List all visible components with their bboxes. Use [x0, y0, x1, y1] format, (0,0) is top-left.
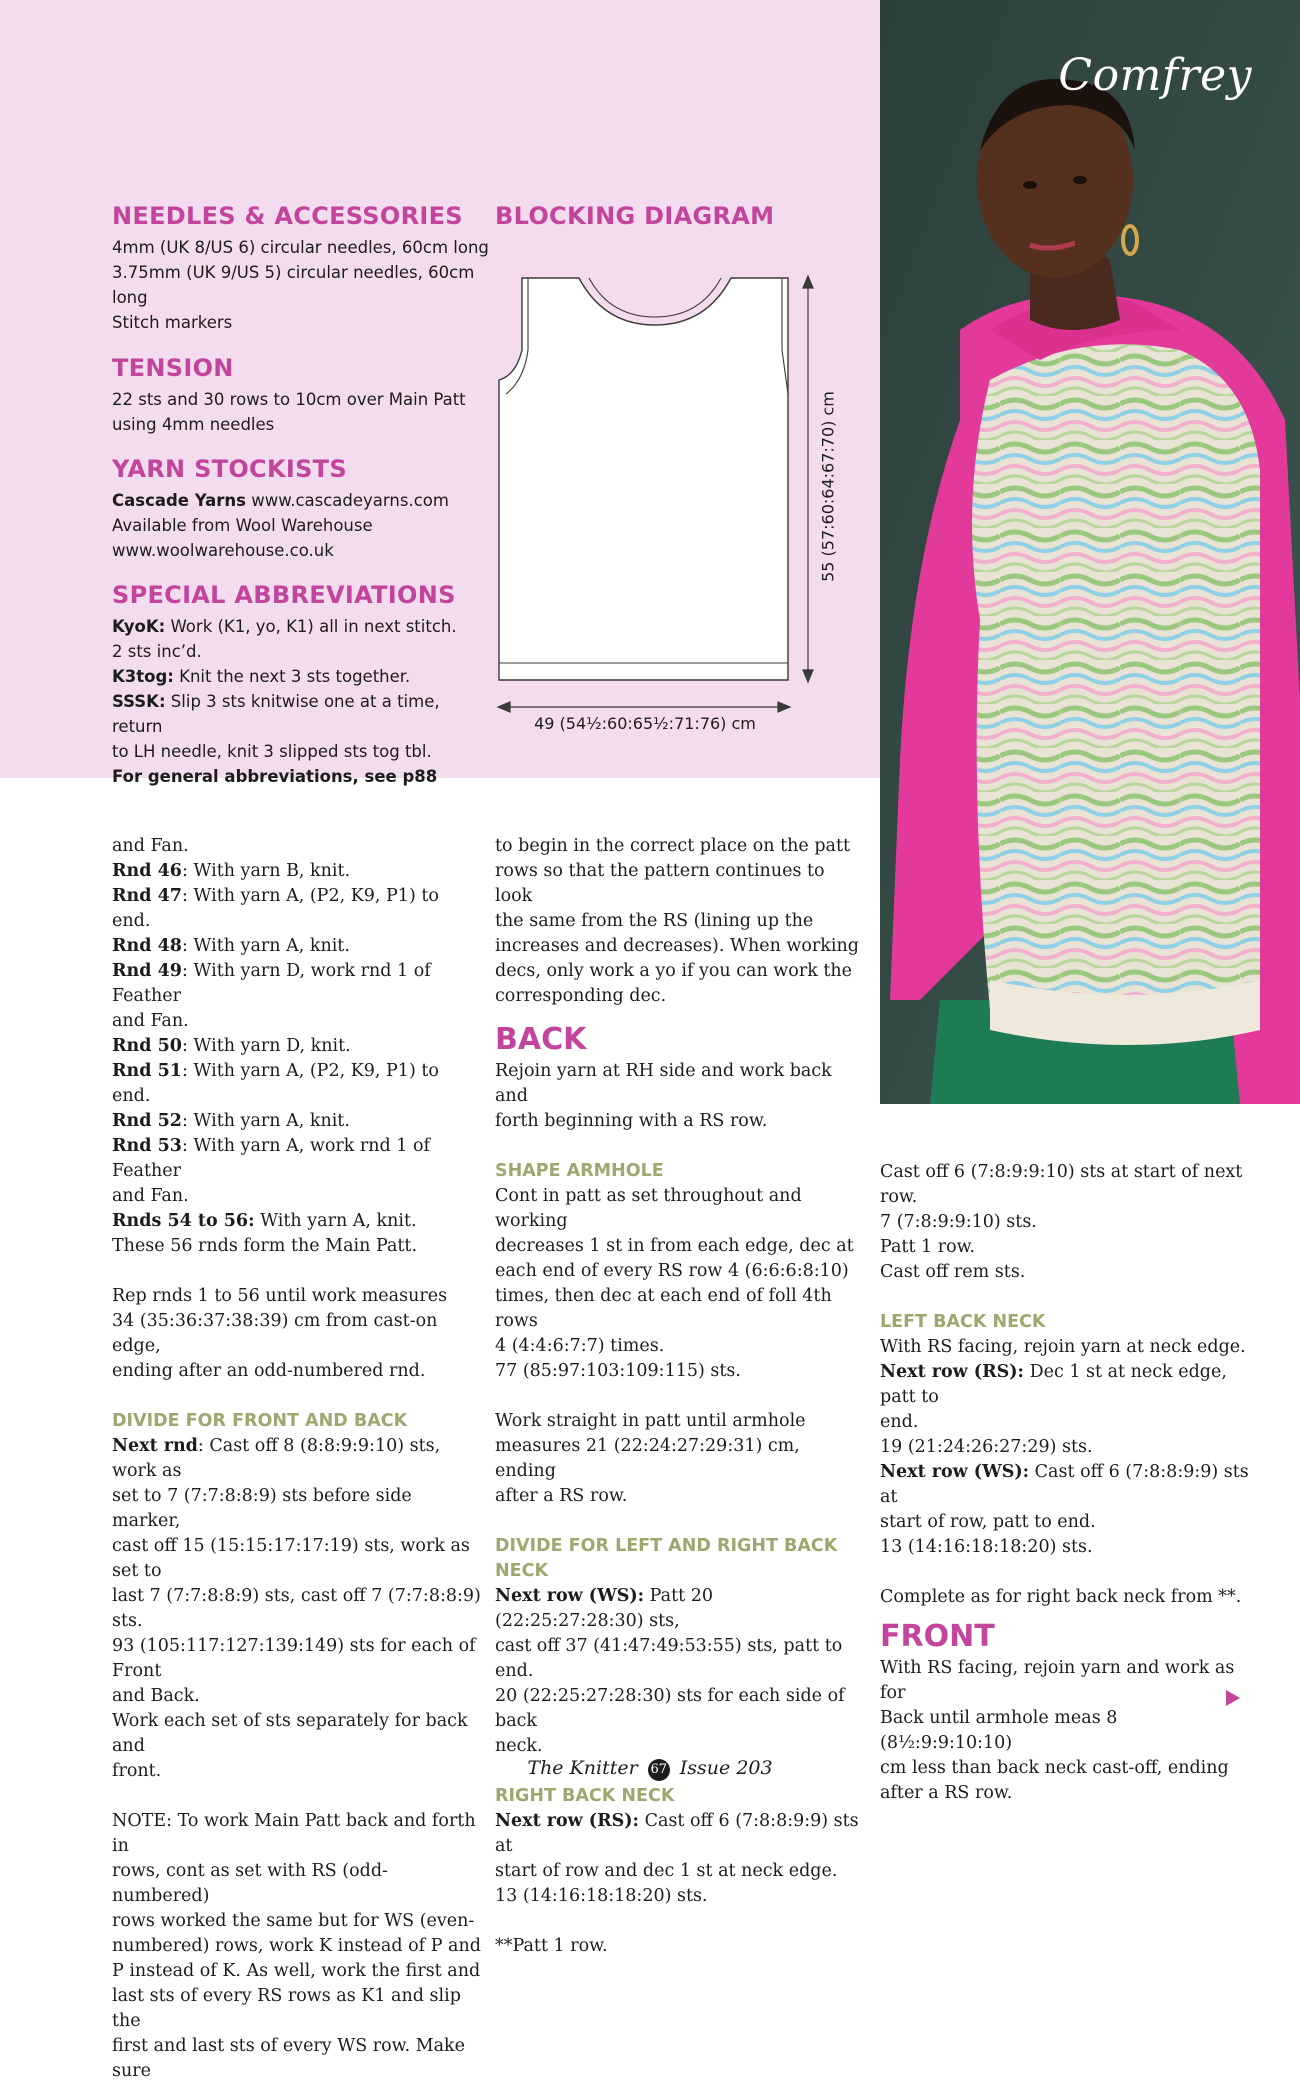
pattern-title: Comfrey	[1058, 50, 1252, 101]
round-label: Next rnd	[112, 1436, 198, 1456]
yarn-line: www.woolwarehouse.co.uk	[112, 541, 334, 560]
round-text: : With yarn D, work rnd 1 of Feather	[112, 961, 431, 1006]
round-text: With yarn A, knit.	[254, 1211, 417, 1231]
arrow-up	[803, 276, 813, 288]
text-line: measures 21 (22:24:27:29:31) cm, ending	[495, 1436, 800, 1481]
needles-heading: NEEDLES & ACCESSORIES	[112, 202, 463, 230]
round-line	[112, 859, 482, 884]
text-line: NOTE: To work Main Patt back and forth in	[112, 1811, 476, 1856]
text-line: the same from the RS (lining up the	[495, 911, 814, 931]
text-line: 19 (21:24:26:27:29) sts.	[880, 1437, 1093, 1457]
shape-armhole-heading: SHAPE ARMHOLE	[495, 1161, 664, 1181]
diagram-heading: BLOCKING DIAGRAM	[495, 202, 775, 230]
text-line: end.	[880, 1412, 919, 1432]
round-label: Rnd 46	[112, 861, 182, 881]
round-line	[112, 1059, 482, 1109]
text-line: neck.	[495, 1736, 543, 1756]
text-line: start of row, patt to end.	[880, 1512, 1096, 1532]
text-line: Rep rnds 1 to 56 until work measures	[112, 1286, 448, 1306]
needles-line: Stitch markers	[112, 313, 233, 332]
row-label: Next row (RS):	[495, 1811, 639, 1831]
text-line: and Fan.	[112, 836, 189, 856]
row-line	[880, 1460, 1250, 1510]
right-back-neck-heading: RIGHT BACK NECK	[495, 1786, 675, 1806]
round-text: : Cast off 8 (8:8:9:9:10) sts, work as	[112, 1436, 441, 1481]
row-line	[880, 1360, 1250, 1410]
text-line: Patt 1 row.	[880, 1237, 976, 1257]
text-line: and Fan.	[112, 1011, 189, 1031]
diagram-section	[495, 202, 774, 235]
text-line: first and last sts of every WS row. Make sure	[112, 2036, 466, 2081]
page-number: 67	[648, 1759, 670, 1781]
text-line: front.	[112, 1761, 162, 1781]
round-text: : With yarn A, knit.	[181, 936, 350, 956]
round-label: Rnd 53	[112, 1136, 182, 1156]
text-line: **Patt 1 row.	[495, 1936, 608, 1956]
round-text: : With yarn B, knit.	[181, 861, 351, 881]
back-heading: BACK	[495, 1022, 587, 1057]
issue-number: Issue 203	[679, 1757, 773, 1779]
needles-line: 3.75mm (UK 9/US 5) circular needles, 60cm	[112, 263, 475, 282]
tension-section	[112, 354, 492, 437]
text-line: cast off 15 (15:15:17:17:19) sts, work as set to	[112, 1536, 470, 1581]
yarn-line: Available from Wool Warehouse	[112, 516, 373, 535]
neck-band	[589, 278, 721, 317]
divide-heading: DIVIDE FOR FRONT AND BACK	[112, 1411, 408, 1431]
text-line: and Fan.	[112, 1186, 189, 1206]
text-line: row.	[880, 1187, 918, 1207]
yarn-heading: YARN STOCKISTS	[112, 455, 347, 483]
tension-heading: TENSION	[112, 354, 234, 382]
yarn-url: www.cascadeyarns.com	[246, 491, 449, 510]
front-heading: FRONT	[880, 1619, 995, 1654]
yarn-brand: Cascade Yarns	[112, 491, 246, 510]
text-line: numbered) rows, work K instead of P and	[112, 1936, 481, 1956]
abbrev-line: to LH needle, knit 3 slipped sts tog tbl.	[112, 742, 432, 761]
text-line: after a RS row.	[495, 1486, 628, 1506]
abbrev-term: SSSK:	[112, 692, 166, 711]
text-line: Complete as for right back neck from **.	[880, 1587, 1242, 1607]
text-line: 7 (7:8:9:9:10) sts.	[880, 1212, 1037, 1232]
text-line: each end of every RS row 4 (6:6:6:8:10)	[495, 1261, 849, 1281]
abbrev-text: Work (K1, yo, K1) all in next stitch.	[165, 617, 457, 636]
text-line: Work each set of sts separately for back and	[112, 1711, 468, 1756]
abbrev-line: 2 sts inc’d.	[112, 642, 202, 661]
left-back-neck-heading: LEFT BACK NECK	[880, 1312, 1046, 1332]
round-label: Rnd 49	[112, 961, 182, 981]
general-abbrev-note: For general abbreviations, see p88	[112, 767, 438, 786]
round-line	[112, 1109, 482, 1134]
round-text: : With yarn D, knit.	[181, 1036, 351, 1056]
round-label: Rnd 47	[112, 886, 182, 906]
row-text: Cast off 6 (7:8:8:9:9) sts at	[880, 1462, 1249, 1507]
text-line: last sts of every RS rows as K1 and slip the	[112, 1986, 461, 2031]
instructions-column-3	[880, 1160, 1250, 1806]
row-text: Dec 1 st at neck edge, patt to	[880, 1362, 1227, 1407]
blocking-diagram	[480, 270, 870, 740]
text-line: cast off 37 (41:47:49:53:55) sts, patt to end.	[495, 1636, 843, 1681]
model-photo	[880, 0, 1300, 1104]
text-line: corresponding dec.	[495, 986, 667, 1006]
row-label: Next row (WS):	[495, 1586, 645, 1606]
text-line: 77 (85:97:103:109:115) sts.	[495, 1361, 741, 1381]
continue-arrow-icon	[1226, 1690, 1240, 1706]
text-line: decs, only work a yo if you can work the	[495, 961, 853, 981]
width-label: 49 (54½:60:65½:71:76) cm	[534, 714, 756, 733]
text-line: start of row and dec 1 st at neck edge.	[495, 1861, 838, 1881]
arrow-down	[803, 670, 813, 682]
abbrev-text: Knit the next 3 sts together.	[173, 667, 411, 686]
divide-neck-heading: DIVIDE FOR LEFT AND RIGHT BACK NECK	[495, 1536, 838, 1581]
text-line: ending after an odd-numbered rnd.	[112, 1361, 426, 1381]
text-line: 93 (105:117:127:139:149) sts for each of Front	[112, 1636, 476, 1681]
text-line: forth beginning with a RS row.	[495, 1111, 768, 1131]
text-line: cm less than back neck cast-off, ending	[880, 1758, 1229, 1778]
round-line	[112, 934, 482, 959]
round-label: Rnd 51	[112, 1061, 182, 1081]
row-line	[495, 1809, 865, 1859]
abbreviations-heading: SPECIAL ABBREVIATIONS	[112, 581, 456, 609]
row-text: Cast off 6 (7:8:8:9:9) sts at	[495, 1811, 859, 1856]
instructions-column-2	[495, 834, 865, 1959]
instructions-column-1	[112, 834, 482, 2084]
round-text: : With yarn A, (P2, K9, P1) to end.	[112, 1061, 439, 1106]
text-line: Cont in patt as set throughout and working	[495, 1186, 802, 1231]
text-line: With RS facing, rejoin yarn and work as for	[880, 1658, 1235, 1703]
abbrev-line	[112, 689, 492, 739]
round-line	[112, 959, 482, 1009]
abbrev-line	[112, 614, 492, 639]
text-line: 34 (35:36:37:38:39) cm from cast-on edge,	[112, 1311, 438, 1356]
model-photo-illustration	[880, 0, 1300, 1104]
height-label: 55 (57:60:64:67:70) cm	[818, 391, 838, 582]
text-line: 13 (14:16:18:18:20) sts.	[880, 1537, 1093, 1557]
yarn-section	[112, 455, 492, 563]
text-line: Work straight in patt until armhole	[495, 1411, 806, 1431]
arrow-left	[498, 702, 510, 712]
abbrev-term: K3tog:	[112, 667, 174, 686]
round-line	[112, 1134, 482, 1184]
abbrev-text: Slip 3 sts knitwise one at a time, return	[112, 692, 440, 736]
text-line: 20 (22:25:27:28:30) sts for each side of back	[495, 1686, 845, 1731]
text-line: 4 (4:4:6:7:7) times.	[495, 1336, 665, 1356]
text-line: decreases 1 st in from each edge, dec at	[495, 1236, 854, 1256]
text-line: 13 (14:16:18:18:20) sts.	[495, 1886, 708, 1906]
row-line	[495, 1584, 865, 1634]
round-text: : With yarn A, (P2, K9, P1) to end.	[112, 886, 439, 931]
round-label: Rnd 48	[112, 936, 182, 956]
needles-section	[112, 202, 492, 335]
round-label: Rnd 52	[112, 1111, 182, 1131]
row-label: Next row (RS):	[880, 1362, 1024, 1382]
text-line: These 56 rnds form the Main Patt.	[112, 1236, 418, 1256]
needles-line: long	[112, 288, 148, 307]
text-line: set to 7 (7:7:8:8:9) sts before side marker,	[112, 1486, 412, 1531]
arrow-right	[778, 702, 790, 712]
round-label: Rnd 50	[112, 1036, 182, 1056]
text-line: Back until armhole meas 8 (8½:9:9:10:10)	[880, 1708, 1118, 1753]
text-line: times, then dec at each end of foll 4th rows	[495, 1286, 832, 1331]
round-text: : With yarn A, work rnd 1 of Feather	[112, 1136, 430, 1181]
abbrev-line	[112, 664, 492, 689]
round-line	[112, 1034, 482, 1059]
page-footer	[0, 1757, 1300, 1781]
round-line	[112, 1209, 482, 1234]
round-label: Rnds 54 to 56:	[112, 1211, 255, 1231]
round-line	[112, 1434, 482, 1484]
text-line: after a RS row.	[880, 1783, 1013, 1803]
row-label: Next row (WS):	[880, 1462, 1030, 1482]
tension-line: 22 sts and 30 rows to 10cm over Main Patt	[112, 390, 466, 409]
text-line: to begin in the correct place on the patt	[495, 836, 851, 856]
needles-line: 4mm (UK 8/US 6) circular needles, 60cm long	[112, 238, 489, 257]
round-text: : With yarn A, knit.	[181, 1111, 350, 1131]
text-line: rows so that the pattern continues to look	[495, 861, 825, 906]
abbreviations-section	[112, 581, 492, 789]
text-line: Cast off rem sts.	[880, 1262, 1026, 1282]
text-line: and Back.	[112, 1686, 200, 1706]
text-line: Cast off 6 (7:8:9:9:10) sts at start of next	[880, 1162, 1243, 1182]
garment-outline	[499, 278, 788, 680]
abbrev-term: KyoK:	[112, 617, 166, 636]
row-text: Patt 20 (22:25:27:28:30) sts,	[495, 1586, 713, 1631]
yarn-line	[112, 488, 492, 513]
text-line: P instead of K. As well, work the first and	[112, 1961, 481, 1981]
text-line: Rejoin yarn at RH side and work back and	[495, 1061, 832, 1106]
magazine-name: The Knitter	[527, 1757, 638, 1779]
text-line: With RS facing, rejoin yarn at neck edge.	[880, 1337, 1246, 1357]
text-line: rows, cont as set with RS (odd-numbered)	[112, 1861, 388, 1906]
text-line: increases and decreases). When working	[495, 936, 859, 956]
round-line	[112, 884, 482, 934]
text-line: rows worked the same but for WS (even-	[112, 1911, 475, 1931]
tension-line: using 4mm needles	[112, 415, 275, 434]
text-line: last 7 (7:7:8:8:9) sts, cast off 7 (7:7:8:8:9) sts.	[112, 1586, 481, 1631]
